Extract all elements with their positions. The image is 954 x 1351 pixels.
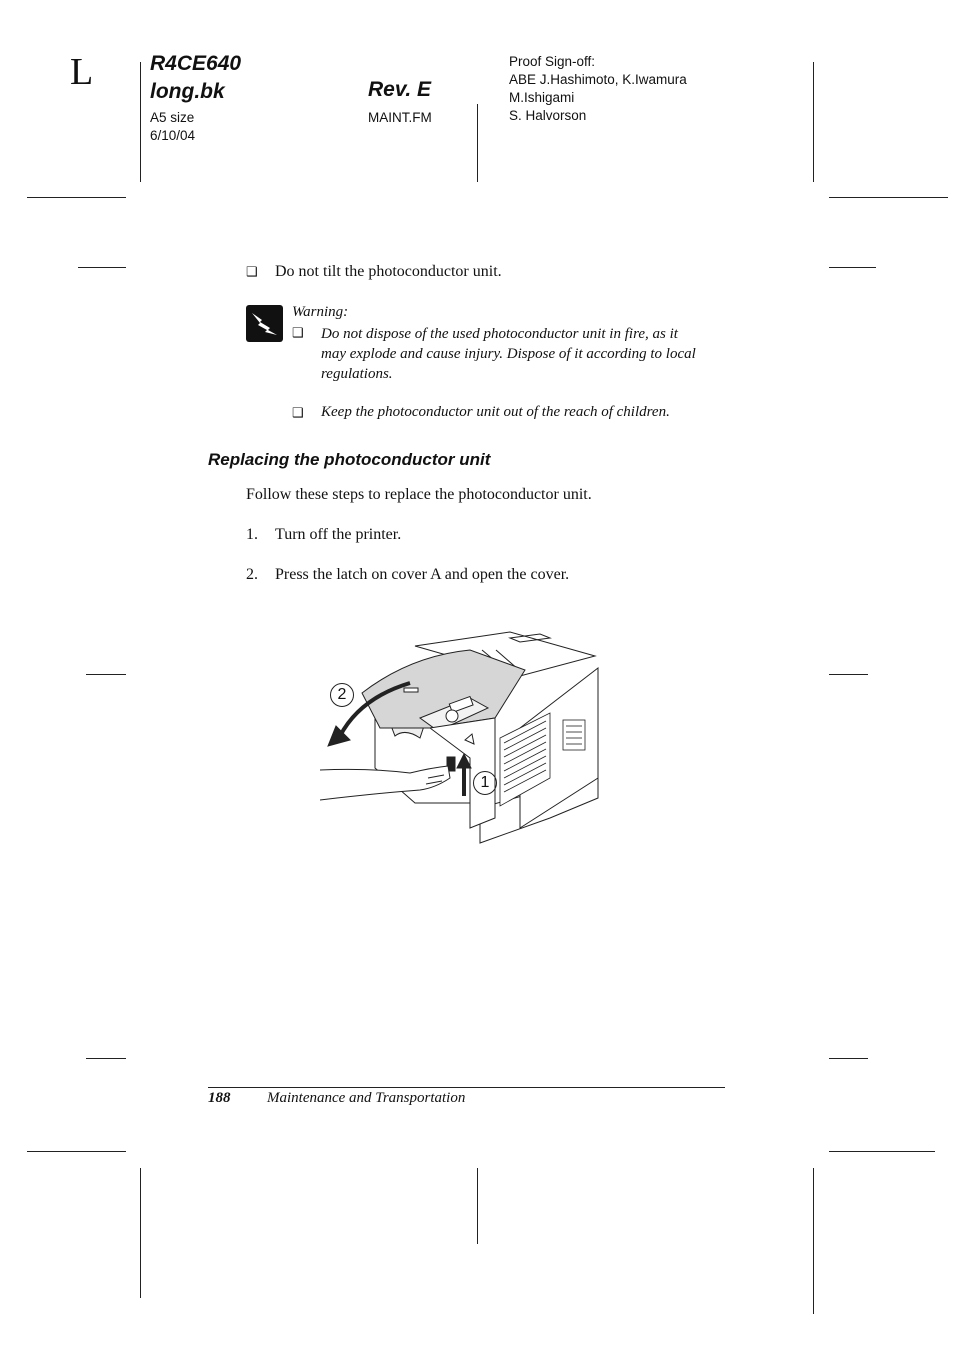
warning-icon (246, 305, 283, 342)
footer-rule (208, 1087, 725, 1088)
crop-mark (829, 1058, 868, 1059)
printer-illustration (320, 628, 605, 848)
crop-mark (78, 267, 126, 268)
proof-signoff (509, 53, 687, 125)
crop-mark (27, 1151, 126, 1152)
bullet-item (246, 263, 258, 281)
callout-1: 1 (473, 771, 497, 795)
crop-mark (829, 267, 876, 268)
intro-text: Follow these steps to replace the photoconductor unit. (246, 486, 592, 503)
crop-mark (86, 1058, 126, 1059)
product-code (150, 50, 241, 106)
size-and-date (150, 109, 195, 145)
crop-mark (140, 1168, 141, 1298)
checkbox-bullet-icon: ❑ (292, 325, 304, 340)
date-label: 6/10/04 (150, 128, 196, 143)
checkbox-bullet-icon: ❑ (246, 264, 258, 279)
product-line-1: R4CE640 (150, 52, 242, 75)
crop-mark (829, 197, 948, 198)
step-number: 2. (246, 566, 258, 583)
crop-mark (477, 104, 478, 182)
step-text: Turn off the printer. (275, 526, 402, 543)
crop-mark (477, 1168, 478, 1244)
crop-mark (813, 62, 814, 182)
corner-letter: L (70, 51, 94, 93)
crop-mark (27, 197, 126, 198)
callout-2: 2 (330, 683, 354, 707)
size-label: A5 size (150, 110, 195, 125)
file-name: MAINT.FM (368, 110, 432, 125)
bullet-text: Do not tilt the photoconductor unit. (275, 263, 502, 280)
step-text: Press the latch on cover A and open the cover. (275, 566, 570, 583)
crop-mark (86, 674, 126, 675)
crop-mark (813, 1168, 814, 1314)
section-heading: Replacing the photoconductor unit (208, 450, 491, 469)
warning-item-2: Keep the photoconductor unit out of the reach of children. (321, 404, 670, 420)
proof-line: M.Ishigami (509, 90, 575, 105)
warning-label: Warning: (292, 304, 349, 320)
checkbox-bullet-icon: ❑ (292, 405, 304, 420)
step-number: 1. (246, 526, 258, 543)
page-number: 188 (208, 1090, 231, 1106)
warning-item-1 (321, 324, 731, 384)
warning-line: Do not dispose of the used photoconductor unit in fire, as it (321, 326, 678, 342)
crop-mark (829, 674, 868, 675)
revision: Rev. E (368, 78, 432, 101)
proof-line: S. Halvorson (509, 108, 587, 123)
crop-mark (140, 62, 141, 182)
warning-line: may explode and cause injury. Dispose of it according to local (321, 346, 696, 362)
proof-line: ABE J.Hashimoto, K.Iwamura (509, 72, 687, 87)
proof-line: Proof Sign-off: (509, 54, 596, 69)
crop-mark (829, 1151, 935, 1152)
warning-line: regulations. (321, 366, 393, 382)
footer-section: Maintenance and Transportation (267, 1090, 466, 1106)
product-line-2: long.bk (150, 80, 225, 103)
